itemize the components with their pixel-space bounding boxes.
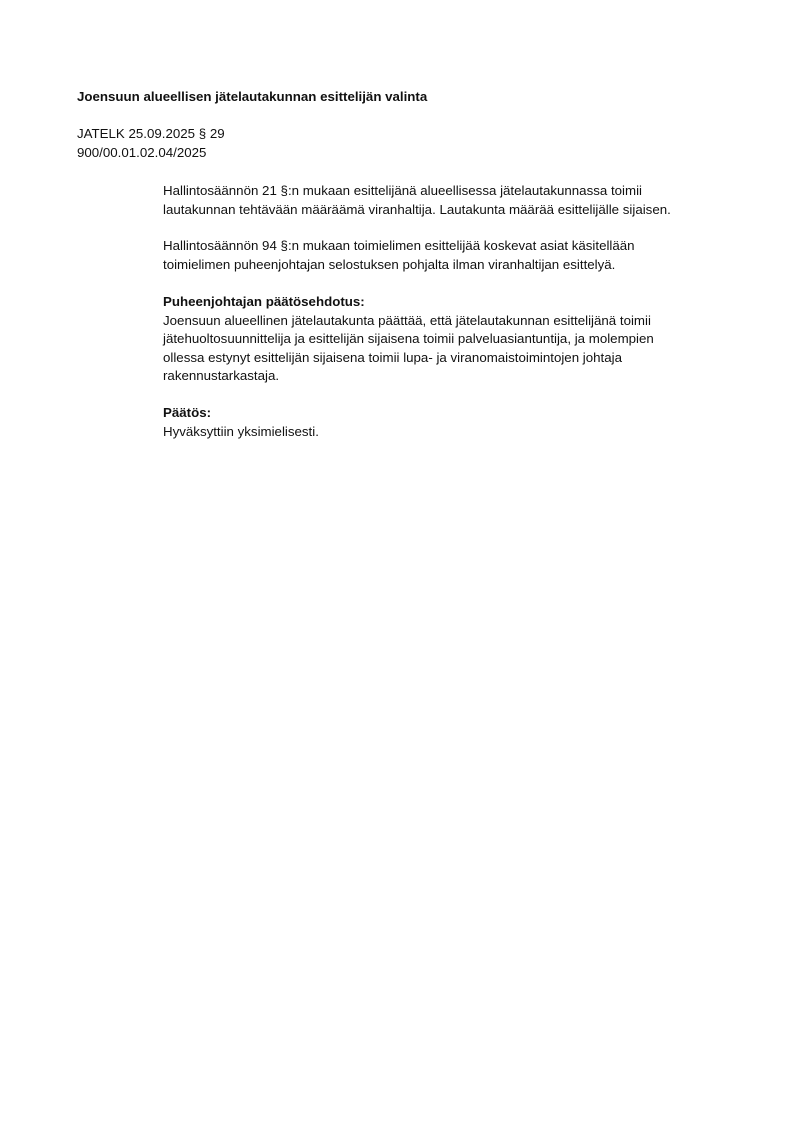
- paragraph-rules-94: [163, 237, 743, 274]
- paragraph-line: toimielimen puheenjohtajan selostuksen pohjalta ilman viranhaltijan esittelyä.: [163, 256, 616, 272]
- paragraph-line: lautakunnan tehtävään määräämä viranhaltija. Lautakunta määrää esittelijälle sijaisen.: [163, 201, 671, 217]
- meeting-reference: JATELK 25.09.2025 § 29: [77, 126, 225, 141]
- proposal-line: Joensuun alueellinen jätelautakunta päättää, että jätelautakunnan esittelijänä toimii: [163, 312, 651, 328]
- paragraph-line: Hallintosäännön 21 §:n mukaan esittelijänä alueellisessa jätelautakunnassa toimii: [163, 183, 642, 198]
- proposal-line: jätehuoltosuunnittelija ja esittelijän sijaisena toimii palveluasiantuntija, ja molempien: [163, 331, 654, 346]
- chair-proposal-section: [163, 293, 743, 386]
- decision-section: [163, 404, 743, 441]
- document-meta: [77, 125, 225, 162]
- case-number: 900/00.01.02.04/2025: [77, 144, 207, 160]
- proposal-line: rakennustarkastaja.: [163, 368, 280, 383]
- decision-heading: Päätös:: [163, 405, 212, 420]
- decision-text: Hyväksyttiin yksimielisesti.: [163, 423, 319, 439]
- proposal-heading: Puheenjohtajan päätösehdotus:: [163, 294, 365, 309]
- paragraph-rules-21: [163, 182, 743, 219]
- proposal-line: ollessa estynyt esittelijän sijaisena toimii lupa- ja viranomaistoimintojen johtaja: [163, 349, 622, 365]
- document-title: Joensuun alueellisen jätelautakunnan esittelijän valinta: [77, 89, 428, 104]
- paragraph-line: Hallintosäännön 94 §:n mukaan toimielimen esittelijää koskevat asiat käsitellään: [163, 238, 635, 253]
